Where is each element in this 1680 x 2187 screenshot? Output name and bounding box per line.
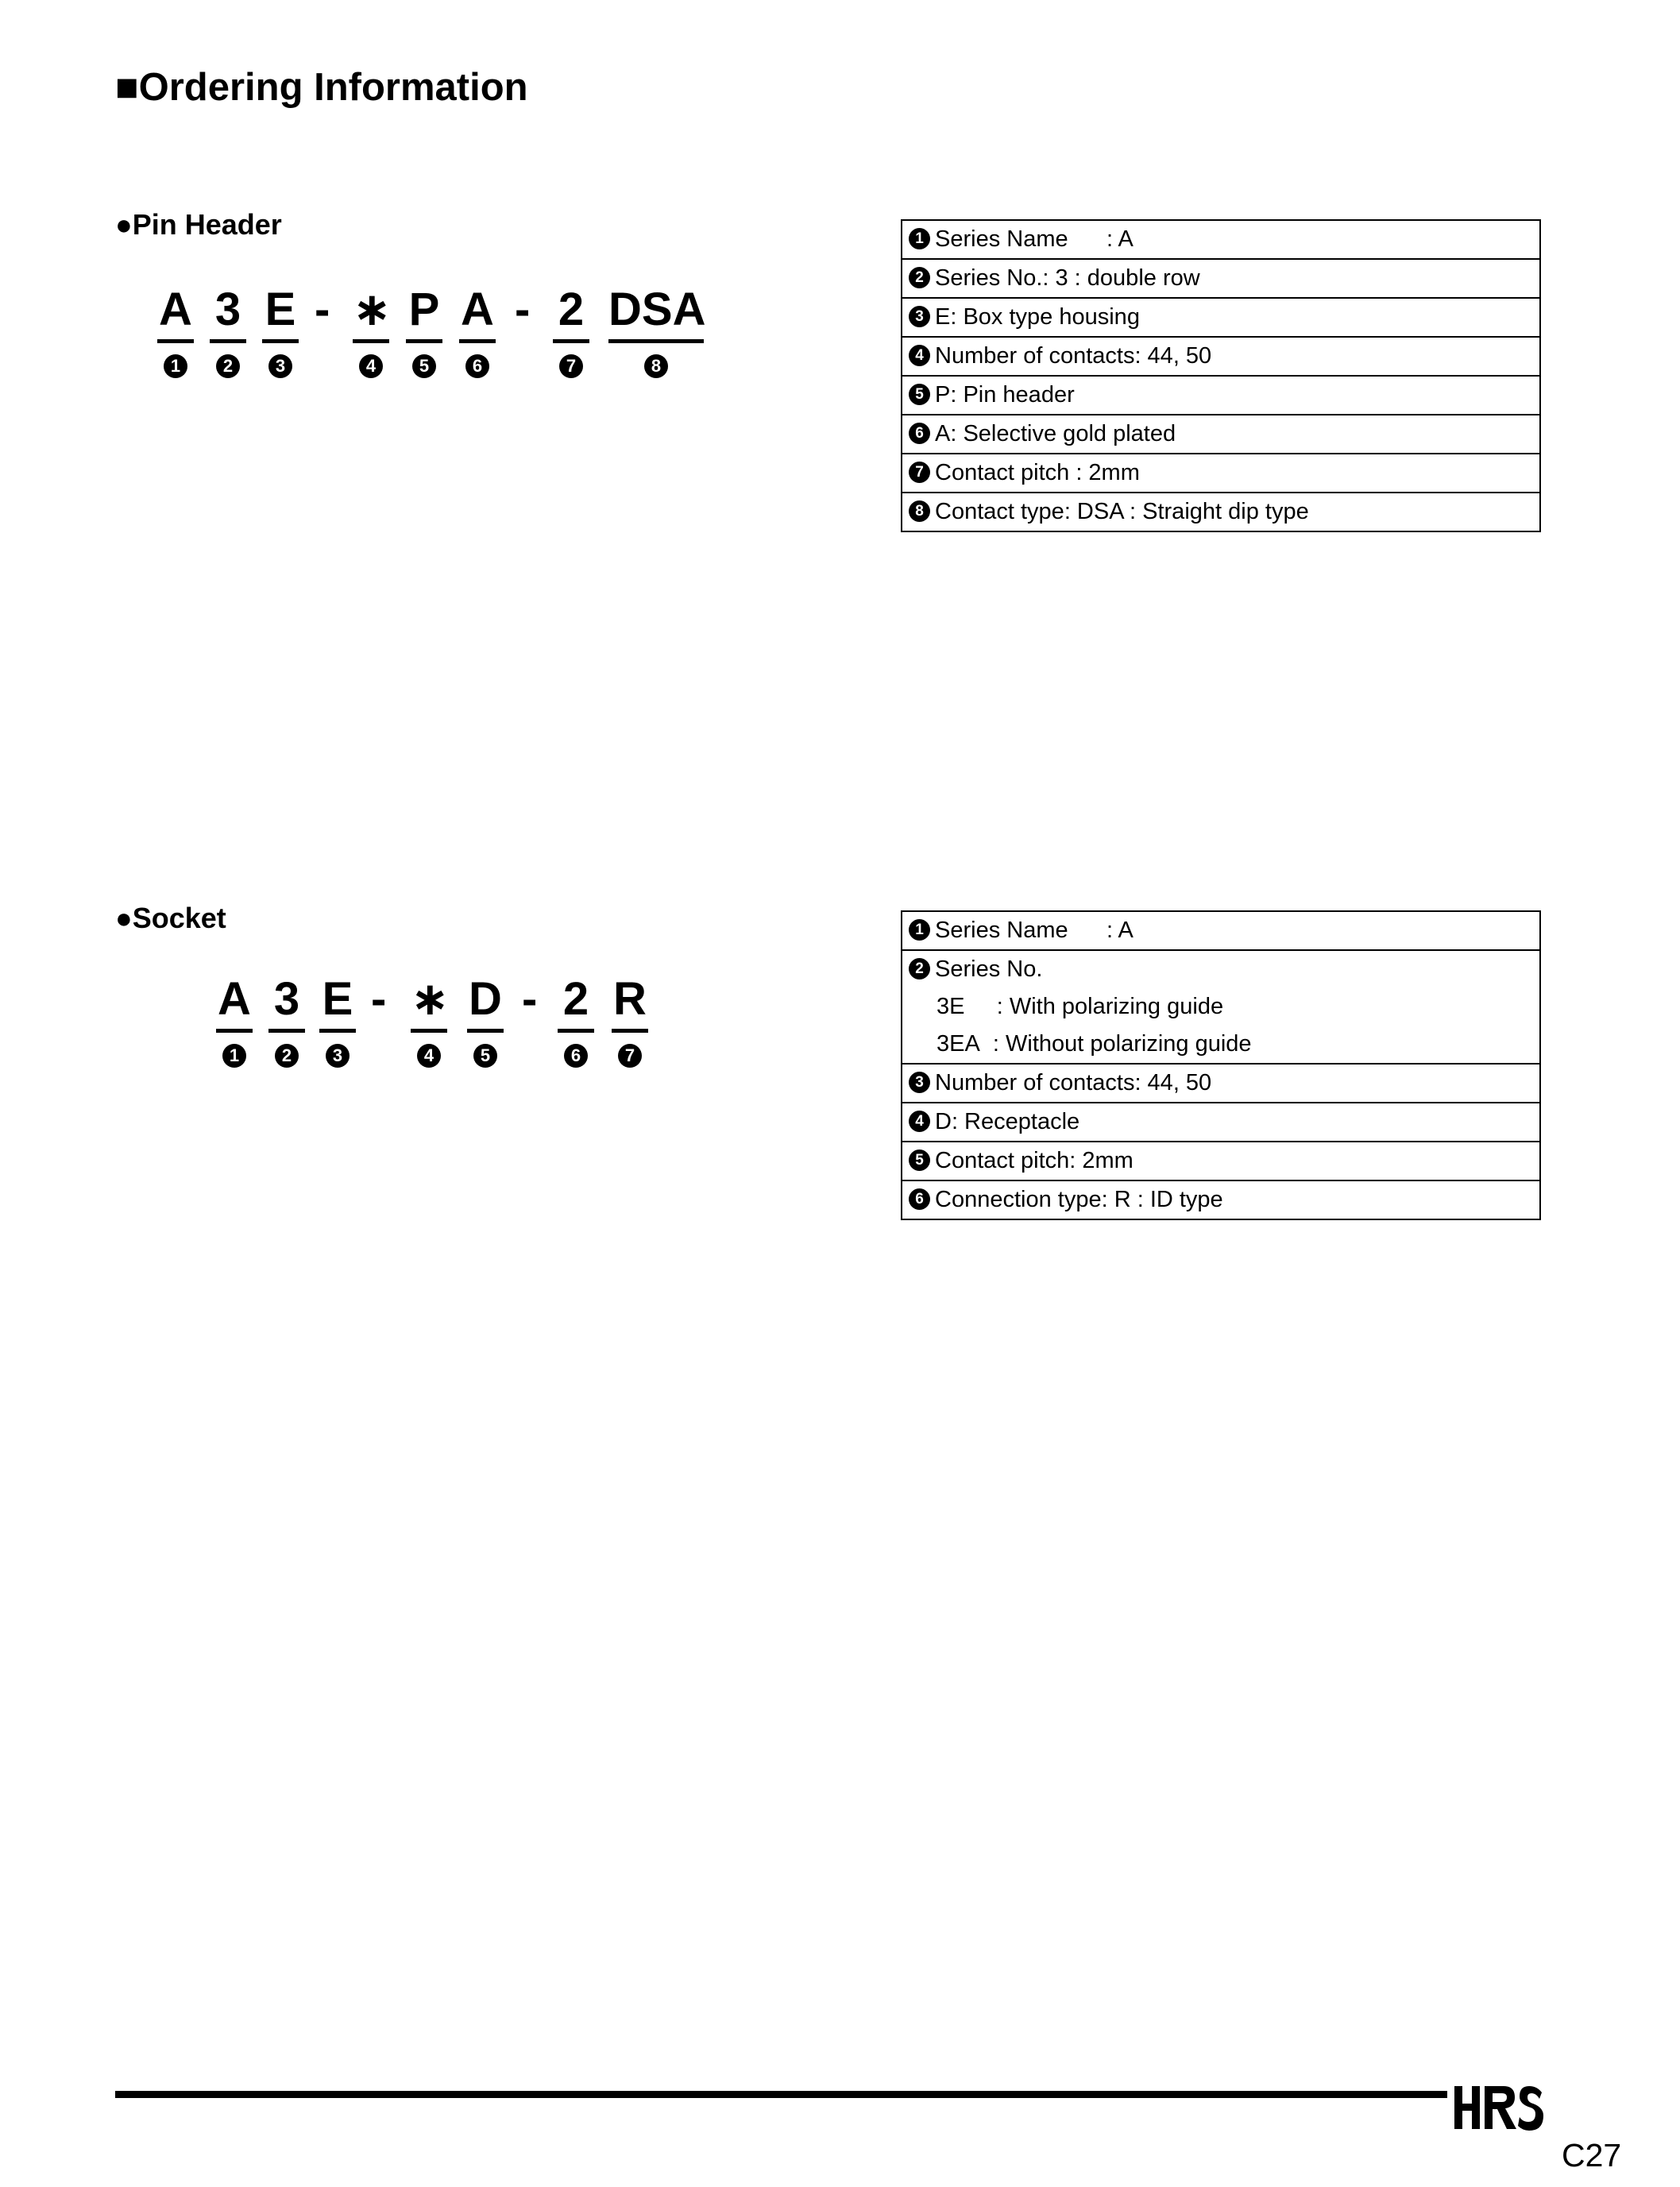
part-segment <box>262 282 299 378</box>
segment-char: R <box>613 973 647 1025</box>
segment-char: A <box>159 284 192 335</box>
spec-row <box>902 1180 1539 1219</box>
spec-row <box>902 492 1539 531</box>
segment-underline <box>210 339 246 343</box>
segment-char: 3 <box>214 284 241 335</box>
segment-number-badge: 7 <box>618 1044 642 1068</box>
part-separator: - <box>371 973 387 1025</box>
segment-char: 2 <box>558 284 585 335</box>
segment-number-badge: 8 <box>644 354 668 378</box>
segment-number-badge: 3 <box>268 354 292 378</box>
part-segment <box>157 282 194 378</box>
spec-text: Contact pitch : 2mm <box>935 460 1140 485</box>
segment-underline <box>319 1029 356 1033</box>
spec-text: Series No.: 3 : double row <box>935 265 1200 291</box>
part-segment <box>210 282 246 378</box>
part-segment <box>612 972 648 1068</box>
number-badge: 6 <box>909 1188 930 1210</box>
segment-char: ∗ <box>411 973 450 1025</box>
part-separator: - <box>315 284 330 335</box>
segment-char: E <box>322 973 353 1025</box>
segment-underline <box>612 1029 648 1033</box>
part-segment <box>467 972 504 1068</box>
part-segment <box>553 282 589 378</box>
segment-number-badge: 6 <box>465 354 489 378</box>
spec-line <box>909 951 1539 988</box>
segment-underline <box>216 1029 253 1033</box>
segment-underline <box>558 1029 594 1033</box>
part-segment <box>216 972 253 1068</box>
segment-underline <box>262 339 299 343</box>
segment-number-badge: 6 <box>564 1044 588 1068</box>
spec-row <box>902 1102 1539 1141</box>
number-badge: 7 <box>909 462 930 483</box>
hrs-logo-mark <box>1454 2083 1543 2132</box>
spec-text: Contact pitch: 2mm <box>935 1148 1134 1173</box>
spec-text: Series Name : A <box>935 226 1134 252</box>
segment-underline <box>467 1029 504 1033</box>
spec-text: Connection type: R : ID type <box>935 1187 1223 1212</box>
segment-char: P <box>408 284 440 335</box>
segment-number-badge: 3 <box>326 1044 350 1068</box>
spec-row <box>902 221 1539 258</box>
segment-underline <box>553 339 589 343</box>
spec-row <box>902 258 1539 297</box>
spec-row <box>902 1063 1539 1102</box>
spec-text: Series No. <box>935 956 1043 982</box>
number-badge: 1 <box>909 919 930 941</box>
number-badge: 5 <box>909 1150 930 1171</box>
part-segment <box>411 972 450 1068</box>
segment-number-badge: 2 <box>216 354 240 378</box>
segment-number-badge: 4 <box>359 354 383 378</box>
number-badge: 3 <box>909 306 930 327</box>
number-badge: 4 <box>909 1111 930 1132</box>
spec-row <box>902 912 1539 949</box>
part-segment <box>353 282 392 378</box>
segment-number-badge: 4 <box>417 1044 441 1068</box>
segment-underline <box>406 339 442 343</box>
segment-underline <box>459 339 496 343</box>
pin-header-title: ●Pin Header <box>115 208 282 241</box>
part-segment <box>459 282 496 378</box>
segment-char: E <box>265 284 296 335</box>
segment-char: A <box>461 284 494 335</box>
segment-number-badge: 1 <box>222 1044 246 1068</box>
segment-char: ∗ <box>353 284 392 335</box>
number-badge: 5 <box>909 384 930 405</box>
number-badge: 3 <box>909 1072 930 1093</box>
spec-text: Number of contacts: 44, 50 <box>935 1070 1212 1095</box>
spec-text: P: Pin header <box>935 382 1075 408</box>
segment-char: 2 <box>562 973 589 1025</box>
spec-row <box>902 375 1539 414</box>
hrs-logo <box>1454 2083 1543 2136</box>
spec-row <box>902 297 1539 336</box>
segment-char: D <box>469 973 502 1025</box>
segment-number-badge: 7 <box>559 354 583 378</box>
segment-char: DSA <box>608 284 706 335</box>
segment-number-badge: 5 <box>473 1044 497 1068</box>
number-badge: 2 <box>909 958 930 980</box>
segment-underline <box>157 339 194 343</box>
segment-underline <box>353 339 389 343</box>
part-segment <box>608 282 704 378</box>
part-segment <box>319 972 356 1068</box>
spec-text: D: Receptacle <box>935 1109 1080 1134</box>
spec-sub-line: 3E : With polarizing guide <box>937 994 1224 1019</box>
socket-title: ●Socket <box>115 902 226 934</box>
spec-row <box>902 453 1539 492</box>
segment-number-badge: 5 <box>412 354 436 378</box>
pin-header-spec-table <box>901 219 1541 532</box>
spec-row <box>902 414 1539 453</box>
segment-char: A <box>218 973 251 1025</box>
segment-underline <box>411 1029 447 1033</box>
segment-number-badge: 1 <box>164 354 187 378</box>
footer-rule <box>115 2091 1447 2098</box>
socket-spec-table <box>901 910 1541 1220</box>
segment-number-badge: 2 <box>275 1044 299 1068</box>
spec-text: E: Box type housing <box>935 304 1140 330</box>
page-number: C27 <box>1562 2137 1622 2173</box>
number-badge: 4 <box>909 345 930 366</box>
socket-part-number <box>216 972 693 1083</box>
spec-text: Contact type: DSA : Straight dip type <box>935 499 1309 524</box>
spec-row <box>902 949 1539 1063</box>
number-badge: 1 <box>909 228 930 249</box>
spec-text: Series Name : A <box>935 918 1134 943</box>
pin-header-part-number <box>157 282 713 393</box>
segment-char: 3 <box>273 973 300 1025</box>
part-separator: - <box>515 284 531 335</box>
number-badge: 8 <box>909 500 930 522</box>
spec-text: Number of contacts: 44, 50 <box>935 343 1212 369</box>
spec-row <box>902 336 1539 375</box>
spec-text: A: Selective gold plated <box>935 421 1176 446</box>
number-badge: 6 <box>909 423 930 444</box>
page-title: ■Ordering Information <box>115 66 528 109</box>
segment-underline <box>608 339 704 343</box>
part-segment <box>558 972 594 1068</box>
spec-row <box>902 1141 1539 1180</box>
segment-underline <box>268 1029 305 1033</box>
part-segment <box>406 282 442 378</box>
spec-sub-line: 3EA : Without polarizing guide <box>937 1031 1252 1057</box>
part-segment <box>268 972 305 1068</box>
number-badge: 2 <box>909 267 930 288</box>
part-separator: - <box>522 973 538 1025</box>
